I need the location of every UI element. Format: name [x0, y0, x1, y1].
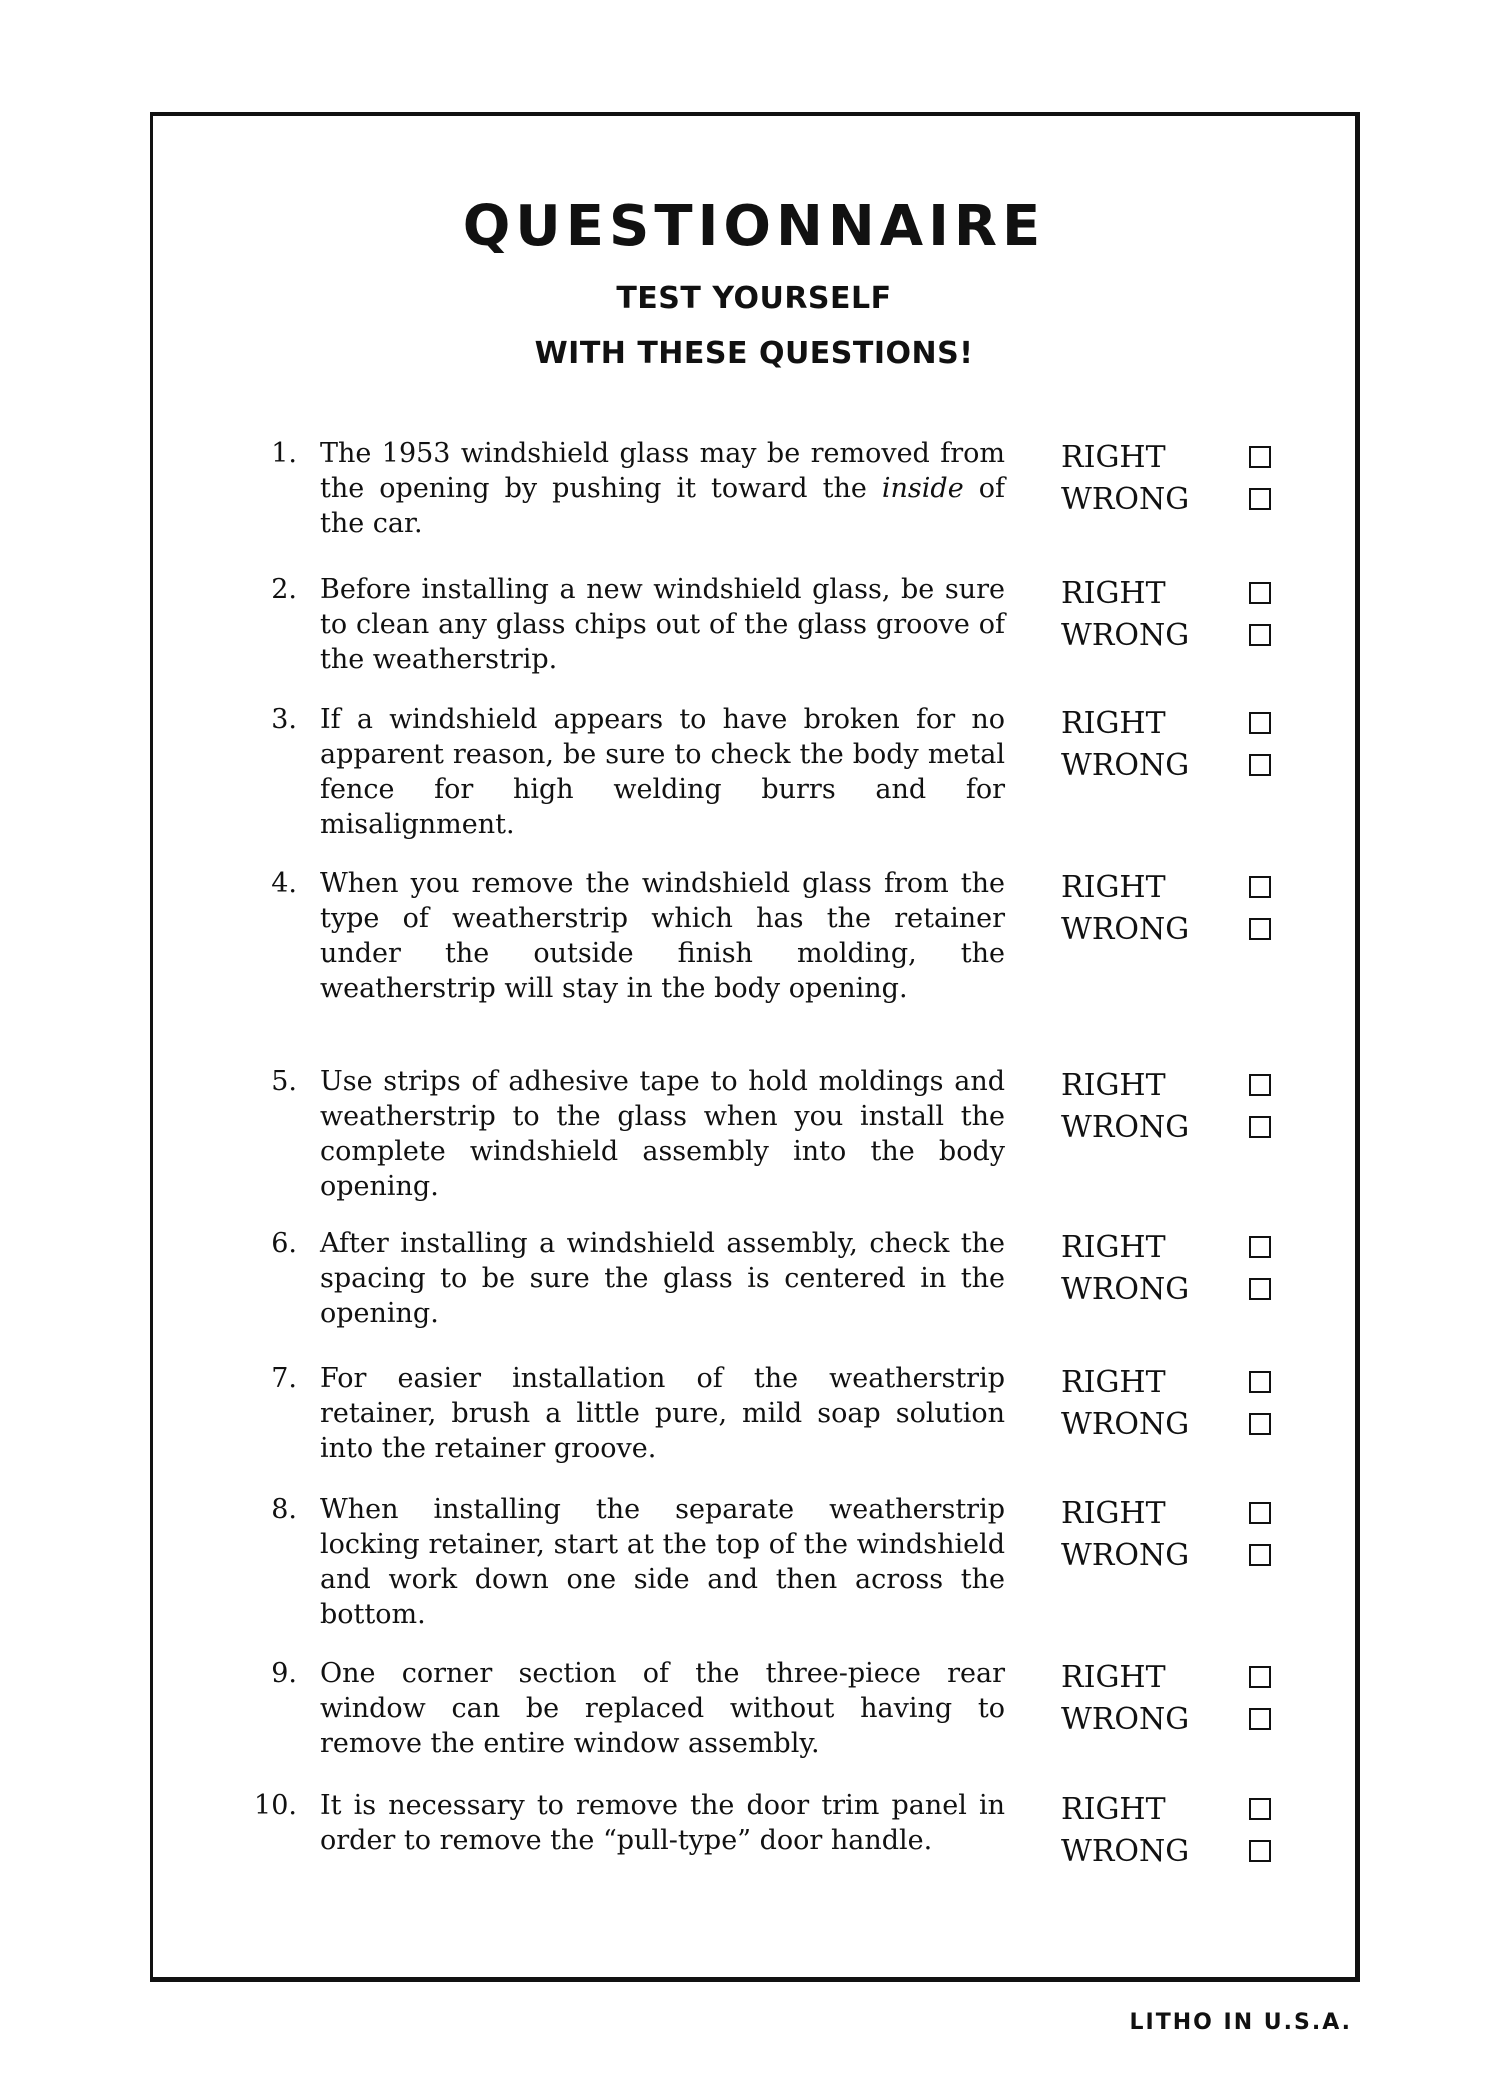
right-checkbox[interactable] — [1249, 1798, 1271, 1820]
question-text: When you remove the windshield glass from the type of weatherstrip which has the retainer under the outside finish molding, the weatherstrip will stay in the body opening. — [320, 868, 1005, 1004]
answer-options — [1061, 572, 1271, 656]
wrong-checkbox[interactable] — [1249, 1544, 1271, 1566]
question-number: 4. — [271, 868, 297, 899]
right-option[interactable] — [1061, 866, 1271, 908]
right-label: RIGHT — [1061, 1067, 1166, 1103]
wrong-label: WRONG — [1061, 1701, 1190, 1737]
right-option[interactable] — [1061, 1492, 1271, 1534]
wrong-label: WRONG — [1061, 1109, 1190, 1145]
subtitle-line-1: TEST YOURSELF — [616, 281, 892, 316]
question-text: If a windshield appears to have broken for no apparent reason, be sure to check the body metal fence for high welding burrs and for misalignment. — [320, 704, 1005, 840]
right-label: RIGHT — [1061, 1791, 1166, 1827]
right-checkbox[interactable] — [1249, 582, 1271, 604]
right-checkbox[interactable] — [1249, 876, 1271, 898]
question-number: 3. — [271, 704, 297, 735]
wrong-checkbox[interactable] — [1249, 624, 1271, 646]
question-number: 8. — [271, 1494, 297, 1525]
right-checkbox[interactable] — [1249, 1666, 1271, 1688]
right-label: RIGHT — [1061, 869, 1166, 905]
right-checkbox[interactable] — [1249, 1236, 1271, 1258]
wrong-option[interactable] — [1061, 1403, 1271, 1445]
right-option[interactable] — [1061, 1064, 1271, 1106]
right-label: RIGHT — [1061, 1495, 1166, 1531]
question-text: When installing the separate weatherstrip locking retainer, start at the top of the windshield and work down one side and then across the bottom. — [320, 1494, 1005, 1630]
right-checkbox[interactable] — [1249, 712, 1271, 734]
question-text: The 1953 windshield glass may be removed from the opening by pushing it toward the inside of the car. — [320, 438, 1005, 539]
answer-options — [1061, 866, 1271, 950]
right-checkbox[interactable] — [1249, 1371, 1271, 1393]
question-number: 5. — [271, 1066, 297, 1097]
question-text: Use strips of adhesive tape to hold moldings and weatherstrip to the glass when you install the complete windshield assembly into the body opening. — [320, 1066, 1005, 1202]
right-option[interactable] — [1061, 436, 1271, 478]
right-option[interactable] — [1061, 1361, 1271, 1403]
subtitle-line-2: WITH THESE QUESTIONS! — [534, 336, 974, 371]
right-label: RIGHT — [1061, 575, 1166, 611]
printer-imprint: LITHO IN U.S.A. — [1129, 2010, 1352, 2035]
wrong-option[interactable] — [1061, 614, 1271, 656]
right-label: RIGHT — [1061, 1229, 1166, 1265]
answer-options — [1061, 702, 1271, 786]
wrong-checkbox[interactable] — [1249, 1116, 1271, 1138]
wrong-label: WRONG — [1061, 1833, 1190, 1869]
right-label: RIGHT — [1061, 705, 1166, 741]
question-text: It is necessary to remove the door trim panel in order to remove the “pull-type” door handle. — [320, 1790, 1005, 1856]
wrong-checkbox[interactable] — [1249, 1840, 1271, 1862]
question-text: Before installing a new windshield glass, be sure to clean any glass chips out of the glass groove of the weatherstrip. — [320, 574, 1005, 675]
right-option[interactable] — [1061, 572, 1271, 614]
page-title: QUESTIONNAIRE — [462, 194, 1046, 259]
wrong-checkbox[interactable] — [1249, 488, 1271, 510]
right-label: RIGHT — [1061, 439, 1166, 475]
wrong-option[interactable] — [1061, 744, 1271, 786]
right-option[interactable] — [1061, 1788, 1271, 1830]
answer-options — [1061, 1226, 1271, 1310]
wrong-label: WRONG — [1061, 747, 1190, 783]
right-checkbox[interactable] — [1249, 1074, 1271, 1096]
wrong-checkbox[interactable] — [1249, 1708, 1271, 1730]
answer-options — [1061, 1064, 1271, 1148]
wrong-option[interactable] — [1061, 1534, 1271, 1576]
wrong-label: WRONG — [1061, 481, 1190, 517]
question-number: 7. — [271, 1363, 297, 1394]
wrong-option[interactable] — [1061, 1830, 1271, 1872]
answer-options — [1061, 1492, 1271, 1576]
question-number: 9. — [271, 1658, 297, 1689]
wrong-checkbox[interactable] — [1249, 1278, 1271, 1300]
wrong-option[interactable] — [1061, 908, 1271, 950]
questionnaire-frame — [150, 112, 1360, 1982]
question-number: 1. — [271, 438, 297, 469]
answer-options — [1061, 436, 1271, 520]
question-text: One corner section of the three-piece rear window can be replaced without having to remove the entire window assembly. — [320, 1658, 1005, 1759]
wrong-label: WRONG — [1061, 911, 1190, 947]
wrong-option[interactable] — [1061, 478, 1271, 520]
wrong-option[interactable] — [1061, 1268, 1271, 1310]
right-option[interactable] — [1061, 1226, 1271, 1268]
question-number: 6. — [271, 1228, 297, 1259]
right-label: RIGHT — [1061, 1364, 1166, 1400]
question-text: After installing a windshield assembly, check the spacing to be sure the glass is centered in the opening. — [320, 1228, 1005, 1329]
right-option[interactable] — [1061, 702, 1271, 744]
wrong-checkbox[interactable] — [1249, 754, 1271, 776]
question-number: 10. — [254, 1790, 297, 1821]
wrong-checkbox[interactable] — [1249, 918, 1271, 940]
right-checkbox[interactable] — [1249, 446, 1271, 468]
answer-options — [1061, 1361, 1271, 1445]
question-number: 2. — [271, 574, 297, 605]
answer-options — [1061, 1788, 1271, 1872]
right-checkbox[interactable] — [1249, 1502, 1271, 1524]
wrong-option[interactable] — [1061, 1106, 1271, 1148]
wrong-label: WRONG — [1061, 1271, 1190, 1307]
wrong-label: WRONG — [1061, 1406, 1190, 1442]
question-text: For easier installation of the weatherstrip retainer, brush a little pure, mild soap solution into the retainer groove. — [320, 1363, 1005, 1464]
right-label: RIGHT — [1061, 1659, 1166, 1695]
answer-options — [1061, 1656, 1271, 1740]
wrong-label: WRONG — [1061, 1537, 1190, 1573]
wrong-checkbox[interactable] — [1249, 1413, 1271, 1435]
wrong-label: WRONG — [1061, 617, 1190, 653]
right-option[interactable] — [1061, 1656, 1271, 1698]
wrong-option[interactable] — [1061, 1698, 1271, 1740]
